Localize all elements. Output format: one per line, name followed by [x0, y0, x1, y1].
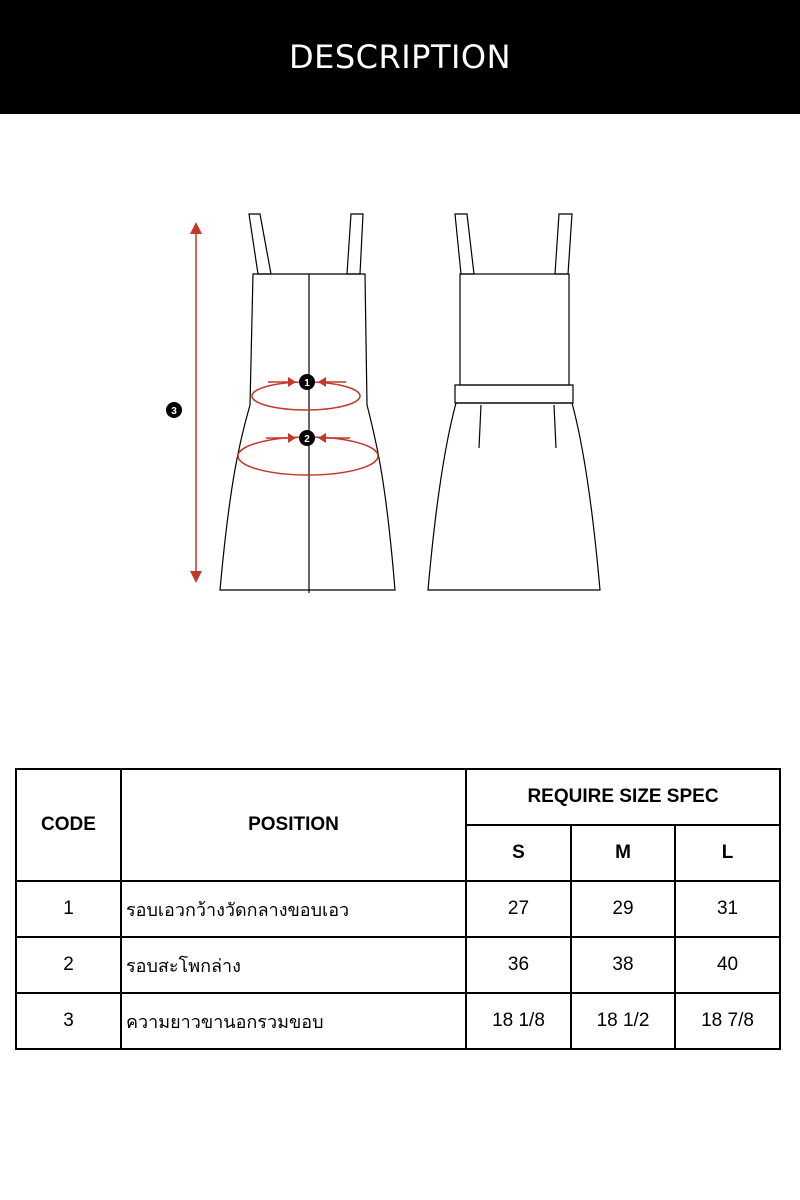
row-position: รอบสะโพกล่าง	[121, 937, 466, 993]
row-position: ความยาวขานอกรวมขอบ	[121, 993, 466, 1049]
length-arrow	[190, 222, 202, 583]
back-view-dress	[428, 214, 600, 590]
front-view-dress	[220, 214, 395, 593]
row-position: รอบเอวกว้างวัดกลางขอบเอว	[121, 881, 466, 937]
row-value-l: 18 7/8	[675, 993, 780, 1049]
row-code: 1	[16, 881, 121, 937]
row-value-m: 29	[571, 881, 675, 937]
header-title: DESCRIPTION	[288, 38, 512, 76]
measure-ellipses	[238, 377, 378, 475]
code-header: CODE	[16, 769, 121, 881]
row-value-s: 27	[466, 881, 571, 937]
table-row	[16, 937, 780, 993]
marker-1-label: 1	[304, 378, 310, 389]
size-spec-table	[15, 768, 781, 1050]
table-row	[16, 993, 780, 1049]
garment-diagram	[0, 114, 800, 734]
row-value-s: 36	[466, 937, 571, 993]
marker-2-label: 2	[304, 434, 310, 445]
row-code: 3	[16, 993, 121, 1049]
marker-2	[299, 430, 315, 446]
row-value-l: 31	[675, 881, 780, 937]
row-value-l: 40	[675, 937, 780, 993]
row-value-m: 18 1/2	[571, 993, 675, 1049]
position-header: POSITION	[121, 769, 466, 881]
size-s-header: S	[466, 825, 571, 881]
marker-3-label: 3	[171, 406, 177, 417]
description-header	[0, 0, 800, 114]
size-spec-header: REQUIRE SIZE SPEC	[466, 769, 780, 825]
row-code: 2	[16, 937, 121, 993]
marker-1	[299, 374, 315, 390]
table-row	[16, 881, 780, 937]
marker-3	[166, 402, 182, 418]
row-value-m: 38	[571, 937, 675, 993]
size-l-header: L	[675, 825, 780, 881]
size-m-header: M	[571, 825, 675, 881]
row-value-s: 18 1/8	[466, 993, 571, 1049]
